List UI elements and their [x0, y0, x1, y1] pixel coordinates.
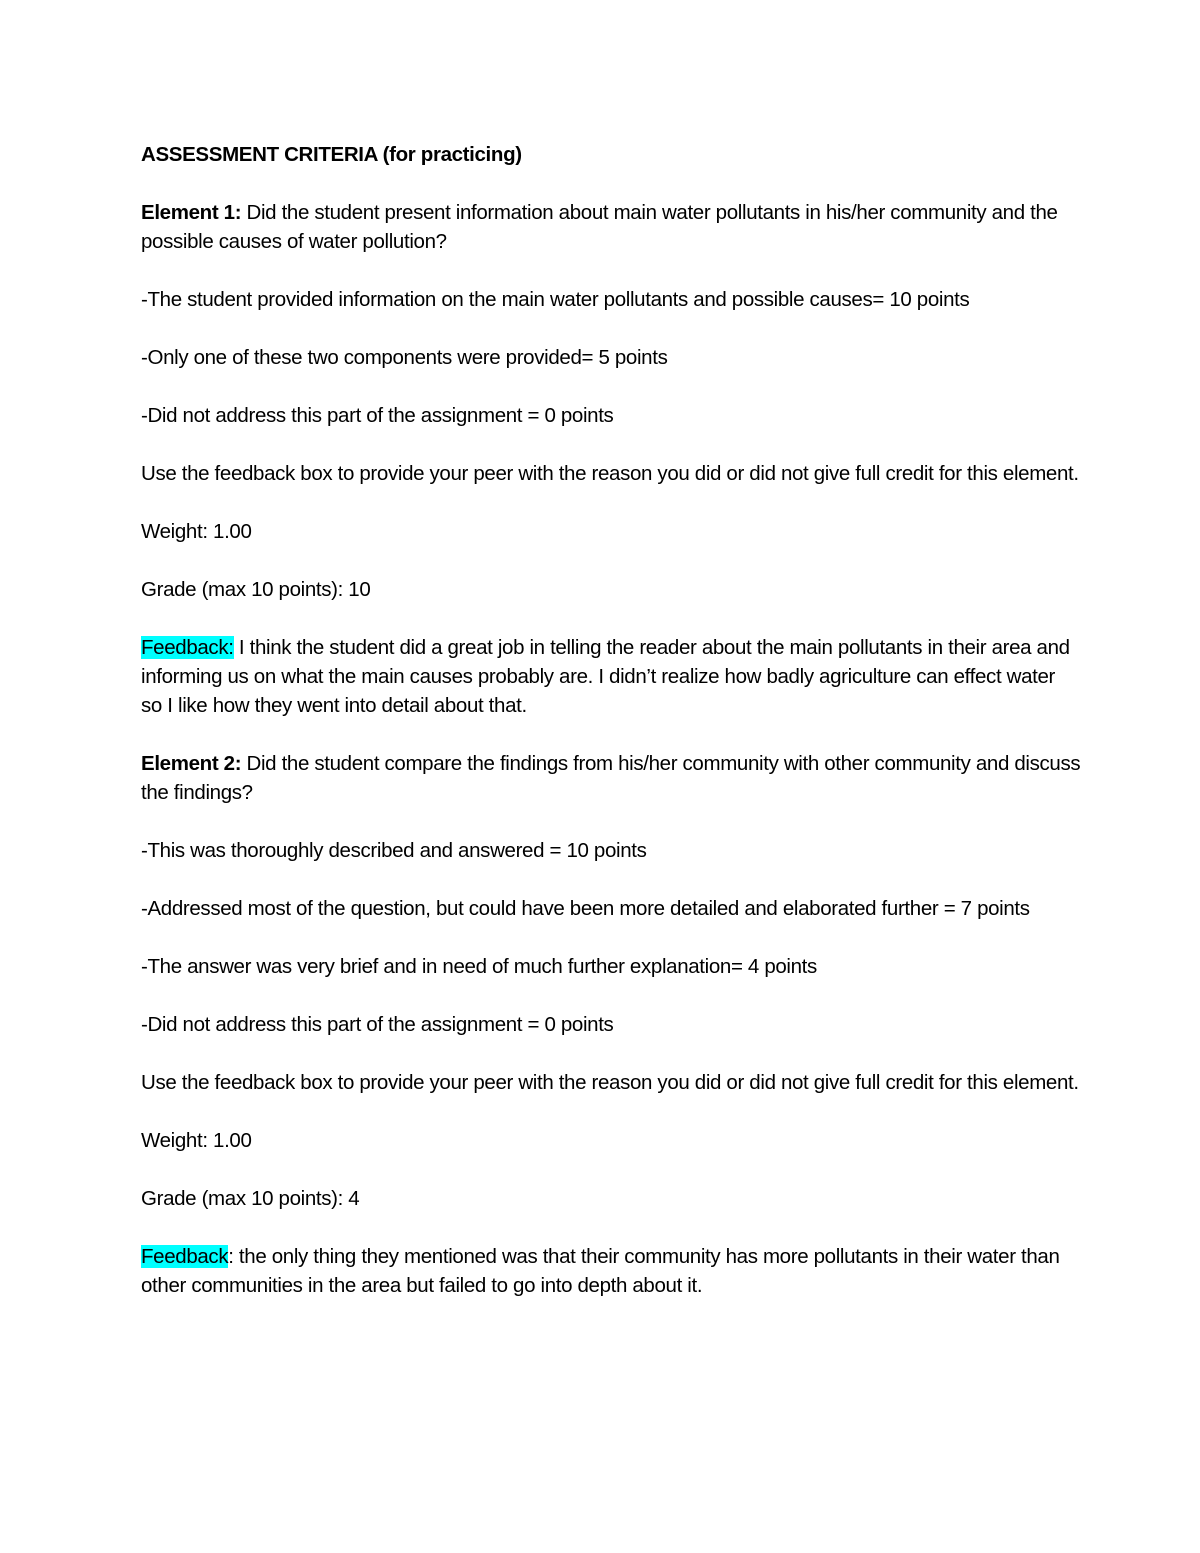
element-2-feedback-label: Feedback	[141, 1245, 229, 1268]
element-1-criterion-3: -Did not address this part of the assignment = 0 points	[141, 404, 614, 427]
element-2-feedback-text: : the only thing they mentioned was that their community has more pollutants in their water than other communities in the area but failed to go into depth about it.	[141, 1245, 1060, 1297]
element-2-weight: Weight: 1.00	[141, 1129, 252, 1152]
element-1-grade: Grade (max 10 points): 10	[141, 578, 371, 601]
element-1-question	[141, 198, 1081, 256]
element-2-criterion-2: -Addressed most of the question, but could have been more detailed and elaborated further = 7 points	[141, 897, 1030, 920]
element-1-instruction: Use the feedback box to provide your peer with the reason you did or did not give full credit for this element.	[141, 462, 1079, 485]
element-1-feedback-text: I think the student did a great job in telling the reader about the main pollutants in their area and informing us on what the main causes probably are. I didn’t realize how badly agriculture can effect water so I like how they went into detail about that.	[141, 636, 1070, 717]
element-2-question	[141, 749, 1081, 807]
element-2-feedback	[141, 1242, 1081, 1300]
element-2-question-text: Did the student compare the findings from his/her community with other community and discuss the findings?	[141, 752, 1081, 804]
element-1-weight: Weight: 1.00	[141, 520, 252, 543]
element-2-criterion-4: -Did not address this part of the assignment = 0 points	[141, 1013, 614, 1036]
element-1-question-text: Did the student present information about main water pollutants in his/her community and the possible causes of water pollution?	[141, 201, 1058, 253]
element-1-feedback-label: Feedback:	[141, 636, 234, 659]
element-2-grade: Grade (max 10 points): 4	[141, 1187, 360, 1210]
element-2-criterion-1: -This was thoroughly described and answered = 10 points	[141, 839, 647, 862]
element-1-criterion-1: -The student provided information on the main water pollutants and possible causes= 10 points	[141, 288, 970, 311]
element-2-criterion-3: -The answer was very brief and in need of much further explanation= 4 points	[141, 955, 817, 978]
element-1-label: Element 1:	[141, 201, 242, 224]
document-heading: ASSESSMENT CRITERIA (for practicing)	[141, 143, 522, 166]
document-body	[141, 140, 1081, 1329]
element-1-feedback	[141, 633, 1081, 720]
element-2-instruction: Use the feedback box to provide your peer with the reason you did or did not give full credit for this element.	[141, 1071, 1079, 1094]
element-1-criterion-2: -Only one of these two components were provided= 5 points	[141, 346, 668, 369]
element-2-label: Element 2:	[141, 752, 242, 775]
